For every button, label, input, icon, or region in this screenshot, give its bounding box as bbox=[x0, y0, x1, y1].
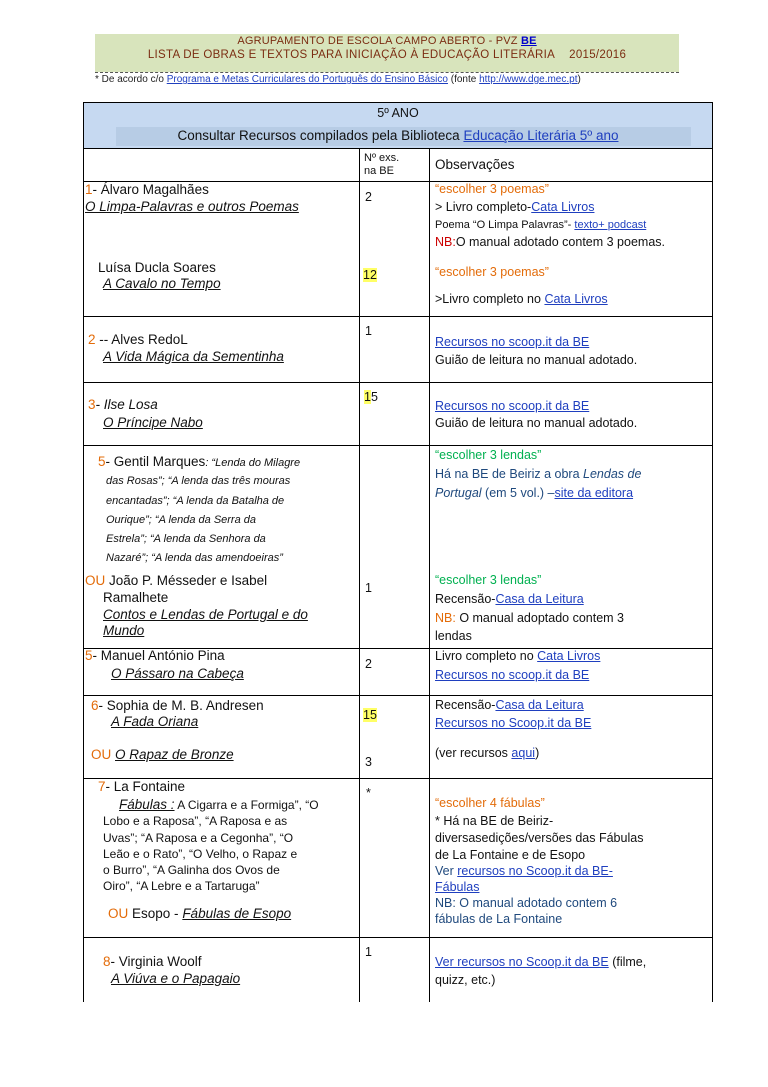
r5-title: O Pássaro na Cabeça bbox=[111, 666, 244, 681]
r7-alt: OU Esopo - Fábulas de Esopo bbox=[108, 906, 292, 921]
r8-obs-1: Ver recursos no Scoop.it da BE (filme, bbox=[435, 955, 647, 969]
r7-fables-5: o Burro”, “A Galinha dos Ovos de bbox=[103, 863, 280, 877]
r4-legend-2: das Rosas”; “A lenda das três mouras bbox=[106, 475, 291, 487]
r5-obs-2 bbox=[435, 668, 589, 682]
r4-obs-3: Portugal (em 5 vol.) –site da editora bbox=[435, 486, 634, 500]
r4-author: 5- Gentil Marques: “Lenda do Milagre bbox=[98, 454, 301, 469]
scoop-link-r3[interactable]: Recursos no scoop.it da BE bbox=[435, 399, 590, 413]
obs-header: Observações bbox=[435, 157, 515, 172]
r4-author-b2: Ramalhete bbox=[103, 590, 169, 605]
r4-obs-b4: lendas bbox=[435, 629, 472, 643]
consult-line: Consultar Recursos compilados pela Biblioteca Educação Literária 5º ano bbox=[177, 128, 619, 143]
source-note: * De acordo c/o Programa e Metas Curriculares do Português do Ensino Básico (fonte http://www.dge.mec.pt) bbox=[95, 74, 581, 85]
document-header bbox=[95, 34, 679, 72]
row-line bbox=[83, 937, 713, 938]
r5-author: 5- Manuel António Pina bbox=[85, 648, 225, 663]
row-line bbox=[83, 382, 713, 383]
dge-link[interactable]: http://www.dge.mec.pt bbox=[479, 74, 578, 85]
r4-legend-4: Ourique”; “A lenda da Serra da bbox=[106, 514, 257, 526]
row-line bbox=[83, 445, 713, 446]
r6-count-b: 3 bbox=[365, 755, 372, 769]
fabulas-link[interactable]: Fábulas bbox=[435, 880, 480, 894]
r1-obs-a2: > Livro completo-Cata Livros bbox=[435, 200, 595, 214]
r4-legend-5: Estrela”; “A lenda da Senhora da bbox=[106, 533, 266, 545]
r4-legend-3: encantadas”; “A lenda da Batalha de bbox=[106, 495, 285, 507]
count-header-1: Nº exs. bbox=[364, 152, 400, 164]
aqui-link[interactable]: aqui bbox=[511, 746, 536, 760]
texto-podcast-link[interactable]: texto+ podcast bbox=[574, 219, 647, 231]
r2-count: 1 bbox=[365, 324, 372, 338]
row-line bbox=[83, 148, 713, 149]
r7-obs-3: diversasedições/versões das Fábulas bbox=[435, 831, 644, 845]
r1-obs-a4: NB:O manual adotado contem 3 poemas. bbox=[435, 235, 665, 249]
r7-obs-1: “escolher 4 fábulas” bbox=[435, 796, 545, 810]
scoop-link-r6[interactable]: Recursos no Scoop.it da BE bbox=[435, 716, 592, 730]
r7-obs-8: fábulas de La Fontaine bbox=[435, 912, 563, 926]
r6-count-a: 15 bbox=[363, 708, 377, 722]
r3-obs-2: Guião de leitura no manual adotado. bbox=[435, 416, 638, 430]
programa-link[interactable]: Programa e Metas Curriculares do Português do Ensino Básico bbox=[166, 74, 448, 85]
r8-obs-2: quizz, etc.) bbox=[435, 973, 496, 987]
r7-author: 7- La Fontaine bbox=[98, 779, 186, 794]
school-year: 2015/2016 bbox=[569, 49, 627, 61]
col-divider-2 bbox=[429, 148, 430, 1002]
r4-obs-b3: NB: O manual adoptado contem 3 bbox=[435, 611, 625, 625]
r4-obs-1: “escolher 3 lendas” bbox=[435, 448, 542, 462]
r2-obs-2: Guião de leitura no manual adotado. bbox=[435, 353, 638, 367]
educacao-literaria-link[interactable]: Educação Literária 5º ano bbox=[463, 128, 619, 143]
scoop-link-r2[interactable]: Recursos no scoop.it da BE bbox=[435, 335, 590, 349]
r4-author-b: OU João P. Mésseder e Isabel bbox=[85, 573, 268, 588]
r5-obs-1: Livro completo no Cata Livros bbox=[435, 649, 601, 663]
r1-obs-a3: Poema “O Limpa Palavras”- texto+ podcast bbox=[435, 219, 647, 231]
r4-obs-2: Há na BE de Beiriz a obra Lendas de bbox=[435, 467, 642, 481]
r7-obs-4: de La Fontaine e de Esopo bbox=[435, 848, 586, 862]
r3-obs-1 bbox=[435, 399, 589, 413]
row-line bbox=[83, 695, 713, 696]
casa-leitura-link-2[interactable]: Casa da Leitura bbox=[495, 698, 584, 712]
r7-obs-6 bbox=[435, 880, 479, 894]
r8-count: 1 bbox=[365, 945, 372, 959]
scoop-link-r8[interactable]: Ver recursos no Scoop.it da BE bbox=[435, 955, 609, 969]
r8-title: A Viúva e o Papagaio bbox=[111, 971, 241, 986]
r1-author-a: 1- Álvaro Magalhães bbox=[85, 182, 209, 197]
grade-banner bbox=[83, 102, 713, 148]
r7-count: * bbox=[366, 786, 371, 800]
r2-author: 2 -- Alves RedoL bbox=[88, 332, 188, 347]
r1-title-a: O Limpa-Palavras e outros Poemas bbox=[85, 199, 299, 214]
cata-livros-link-2[interactable]: Cata Livros bbox=[544, 292, 608, 306]
row-line bbox=[83, 316, 713, 317]
r7-obs-2: * Há na BE de Beiriz- bbox=[435, 814, 554, 828]
r4-obs-b2: Recensão-Casa da Leitura bbox=[435, 592, 584, 606]
r6-obs-a2 bbox=[435, 716, 591, 730]
r7-obs-5: Ver recursos no Scoop.it da BE- bbox=[435, 864, 613, 878]
r6-title: A Fada Oriana bbox=[111, 714, 199, 729]
col-divider-1 bbox=[359, 148, 360, 1002]
r5-count: 2 bbox=[365, 657, 372, 671]
school-name: AGRUPAMENTO DE ESCOLA CAMPO ABERTO - PVZ BE bbox=[237, 35, 537, 47]
be-link[interactable]: BE bbox=[521, 35, 537, 47]
grade-title: 5º ANO bbox=[377, 106, 419, 120]
r7-fables-1: Fábulas : A Cigarra e a Formiga”, “O bbox=[119, 797, 319, 812]
cata-livros-link-3[interactable]: Cata Livros bbox=[537, 649, 601, 663]
r7-fables-3: Uvas”; “A Raposa e a Cegonha”, “O bbox=[103, 831, 294, 845]
r1-obs-b2: >Livro completo no Cata Livros bbox=[435, 292, 608, 306]
r1-count-b: 12 bbox=[363, 268, 377, 282]
table-border-top bbox=[83, 102, 713, 103]
scoop-fabulas-link[interactable]: recursos no Scoop.it da BE- bbox=[457, 864, 613, 878]
r4-count-b: 1 bbox=[365, 581, 372, 595]
r8-author: 8- Virginia Woolf bbox=[103, 954, 202, 969]
r6-obs-a1: Recensão-Casa da Leitura bbox=[435, 698, 584, 712]
count-header-2: na BE bbox=[364, 165, 394, 177]
r3-title: O Príncipe Nabo bbox=[103, 415, 203, 430]
r4-obs-b1: “escolher 3 lendas” bbox=[435, 573, 542, 587]
r3-count: 15 bbox=[364, 390, 378, 404]
works-table bbox=[83, 102, 713, 1002]
r7-fables-2: Lobo e a Raposa”, “A Raposa e as bbox=[103, 814, 288, 828]
r7-obs-7: NB: O manual adotado contem 6 bbox=[435, 896, 618, 910]
scoop-link-r5[interactable]: Recursos no scoop.it da BE bbox=[435, 668, 590, 682]
r2-title: A Vida Mágica da Sementinha bbox=[103, 349, 284, 364]
r1-title-b: A Cavalo no Tempo bbox=[103, 276, 221, 291]
site-editora-link[interactable]: site da editora bbox=[554, 486, 634, 500]
r6-obs-b1: (ver recursos aqui) bbox=[435, 746, 540, 760]
r2-obs-1 bbox=[435, 335, 589, 349]
r4-title-b1: Contos e Lendas de Portugal e do bbox=[103, 607, 308, 622]
r6-alt: OU O Rapaz de Bronze bbox=[91, 747, 234, 762]
r4-legend-6: Nazaré”; “A lenda das amendoeiras” bbox=[106, 552, 283, 564]
r4-legend-1: : “Lenda do Milagre bbox=[205, 457, 301, 469]
list-title: LISTA DE OBRAS E TEXTOS PARA INICIAÇÃO À EDUCAÇÃO LITERÁRIA 2015/2016 bbox=[147, 49, 627, 61]
r1-obs-b1: “escolher 3 poemas” bbox=[435, 265, 549, 279]
r7-fables-4: Leão e o Rato”, “O Velho, o Rapaz e bbox=[103, 847, 298, 861]
r1-count-a: 2 bbox=[365, 190, 372, 204]
r7-fables-6: Oiro”, “A Lebre e a Tartaruga” bbox=[103, 879, 260, 893]
cata-livros-link[interactable]: Cata Livros bbox=[531, 200, 595, 214]
casa-leitura-link[interactable]: Casa da Leitura bbox=[495, 592, 584, 606]
r3-author: 3- Ilse Losa bbox=[88, 397, 158, 412]
r6-author: 6- Sophia de M. B. Andresen bbox=[91, 698, 264, 713]
r1-obs-a1: “escolher 3 poemas” bbox=[435, 182, 549, 196]
header-divider bbox=[95, 72, 679, 73]
r4-title-b2: Mundo bbox=[103, 623, 145, 638]
r1-author-b: Luísa Ducla Soares bbox=[98, 260, 216, 275]
table-border-right bbox=[712, 102, 713, 1002]
table-border-left bbox=[83, 102, 84, 1002]
